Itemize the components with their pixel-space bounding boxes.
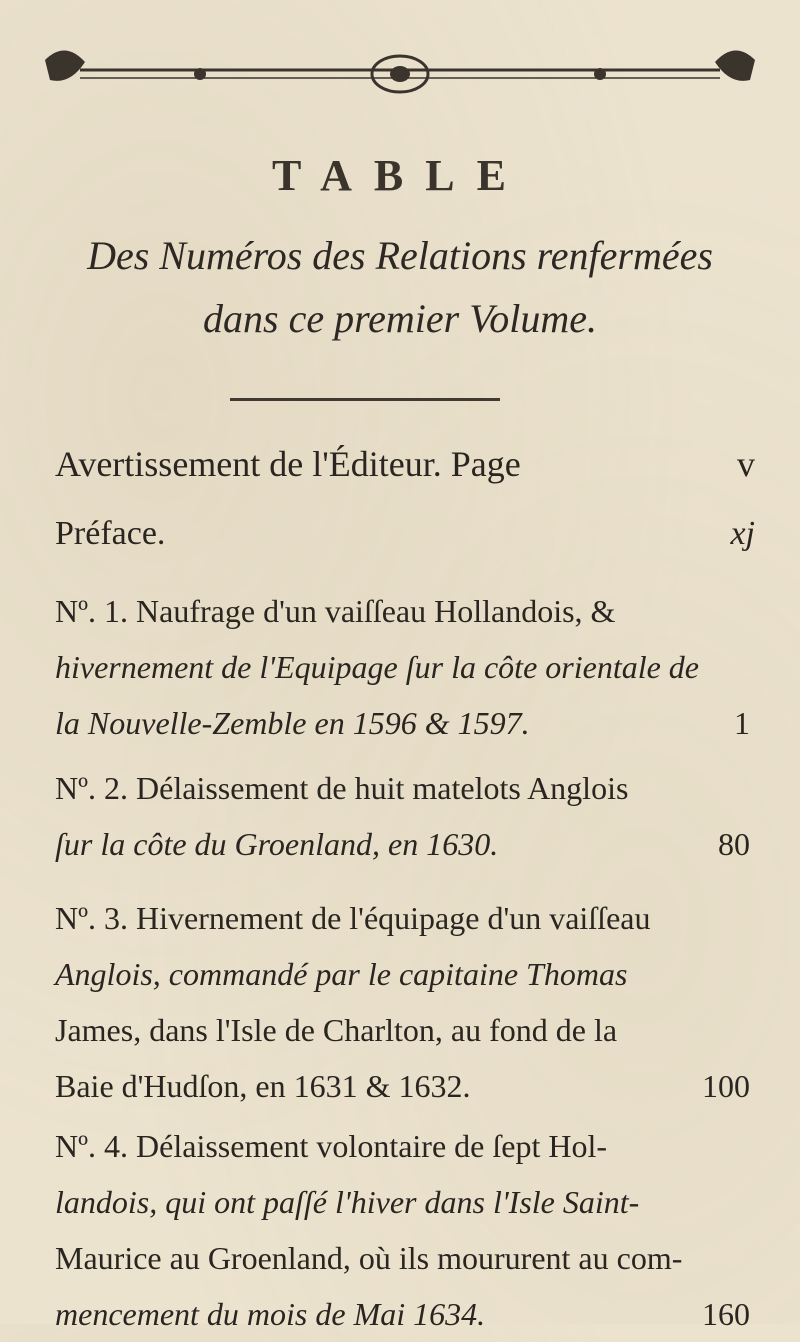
- toc-front-avertissement[interactable]: [55, 443, 755, 485]
- entry-page: 80: [718, 826, 750, 862]
- toc-page: v: [737, 444, 755, 484]
- toc-entry-3[interactable]: [55, 890, 760, 1114]
- entry-line: landois, qui ont paſſé l'hiver dans l'Isle Saint-: [55, 1184, 640, 1220]
- entry-line: mencement du mois de Mai 1634.: [55, 1296, 486, 1332]
- entry-line: Anglois, commandé par le capitaine Thomas: [55, 956, 628, 992]
- entry-line: Nº. 4. Délaissement volontaire de ſept Hol-: [55, 1128, 607, 1164]
- toc-page: xj: [730, 515, 755, 552]
- subtitle-line-1: Des Numéros des Relations renfermées: [87, 233, 713, 278]
- subtitle-line-2: dans ce premier Volume.: [203, 296, 597, 341]
- entry-line: Baie d'Hudſon, en 1631 & 1632.: [55, 1068, 471, 1104]
- entry-line: ſur la côte du Groenland, en 1630.: [55, 826, 499, 862]
- entry-line: Nº. 3. Hivernement de l'équipage d'un vaiſſeau: [55, 900, 651, 936]
- entry-page: 100: [702, 1068, 750, 1104]
- divider: [230, 398, 500, 401]
- toc-front-preface[interactable]: [55, 515, 755, 553]
- header-ornament: [40, 40, 760, 110]
- entry-line: Nº. 1. Naufrage d'un vaiſſeau Hollandois, &: [55, 593, 616, 629]
- entry-page: 160: [702, 1296, 750, 1332]
- entry-line: Nº. 2. Délaissement de huit matelots Anglois: [55, 770, 629, 806]
- toc-label: Avertissement de l'Éditeur. Page: [55, 444, 521, 484]
- toc-label: Préface.: [55, 515, 166, 552]
- entry-page: 1: [734, 705, 750, 741]
- toc-entry-2[interactable]: [55, 760, 760, 872]
- entry-line: Maurice au Groenland, où ils moururent au com-: [55, 1240, 683, 1276]
- entry-line: hivernement de l'Equipage ſur la côte orientale de: [55, 649, 699, 685]
- toc-entry-4[interactable]: [55, 1118, 760, 1342]
- entry-line: James, dans l'Isle de Charlton, au fond de la: [55, 1012, 618, 1048]
- entry-line: la Nouvelle-Zemble en 1596 & 1597.: [55, 705, 530, 741]
- toc-entry-1[interactable]: [55, 583, 760, 751]
- page-title: TABLE: [272, 151, 528, 200]
